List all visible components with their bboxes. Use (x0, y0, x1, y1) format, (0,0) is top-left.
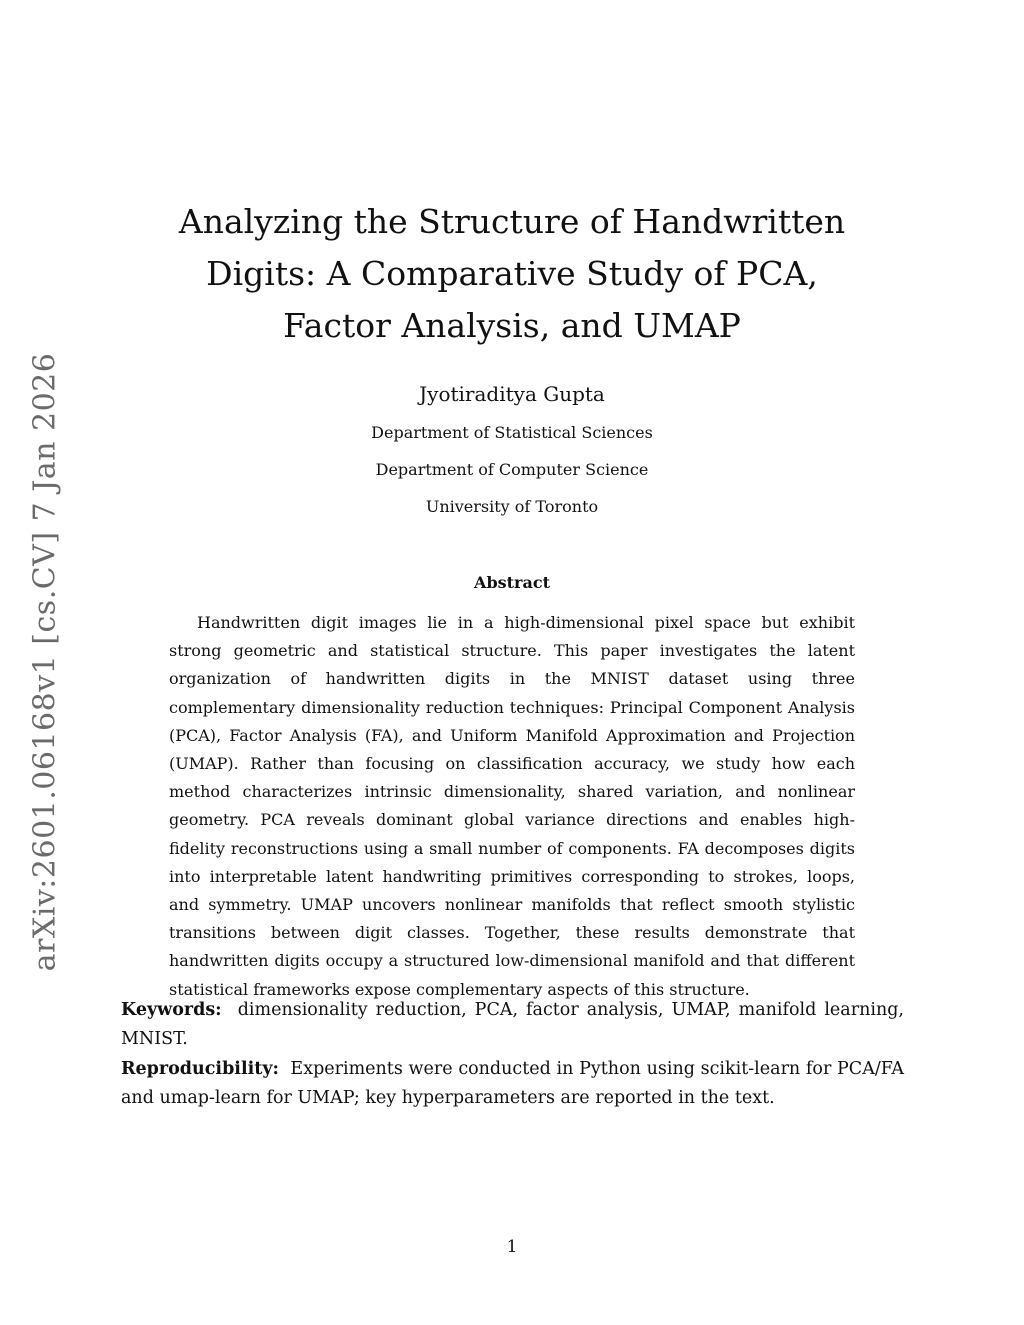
keywords-text: dimensionality reduction, PCA, factor analysis, UMAP, manifold learning, MNIST. (121, 1000, 904, 1049)
affiliation-computer-science: Department of Computer Science (375, 460, 649, 479)
abstract-body: Handwritten digit images lie in a high-dimensional pixel space but exhibit strong geometric and statistical structure. This paper investigates the latent organization of handwritten digits in the MNIST dataset using three complementary dimensionality reduction techniques: Principal Component Analysis (PCA), Factor Analysis (FA), and Uniform Manifold Approximation and Projection (UMAP). Rather than focusing on classification accuracy, we study how each method characterizes intrinsic dimensionality, shared variation, and nonlinear geometry. PCA reveals dominant global variance directions and enables high-fidelity reconstructions using a small number of components. FA decomposes digits into interpretable latent handwriting primitives corresponding to strokes, loops, and symmetry. UMAP uncovers nonlinear manifolds that reflect smooth stylistic transitions between digit classes. Together, these results demonstrate that handwritten digits occupy a structured low-dimensional manifold and that different statistical frameworks expose complementary aspects of this structure. (169, 613, 855, 999)
paper-title: Analyzing the Structure of Handwritten Digits: A Comparative Study of PCA, Factor Analysis, and UMAP (178, 202, 846, 345)
arxiv-identifier-stamp[interactable]: arXiv:2601.06168v1 [cs.CV] 7 Jan 2026 (27, 352, 63, 972)
affiliation-statistical-sciences: Department of Statistical Sciences (371, 423, 653, 442)
keywords-paragraph (121, 996, 904, 1054)
keywords-label: Keywords: (121, 1000, 222, 1020)
reproducibility-paragraph (121, 1055, 904, 1113)
reproducibility-label: Reproducibility: (121, 1059, 279, 1079)
reproducibility-text: Experiments were conducted in Python using scikit-learn for PCA/FA and umap-learn for UMAP; key hyperparameters are reported in the text. (121, 1059, 904, 1108)
page-number: 1 (506, 1237, 518, 1257)
abstract-heading: Abstract (474, 573, 550, 592)
affiliation-university: University of Toronto (425, 497, 599, 516)
author-name: Jyotiraditya Gupta (419, 382, 605, 406)
